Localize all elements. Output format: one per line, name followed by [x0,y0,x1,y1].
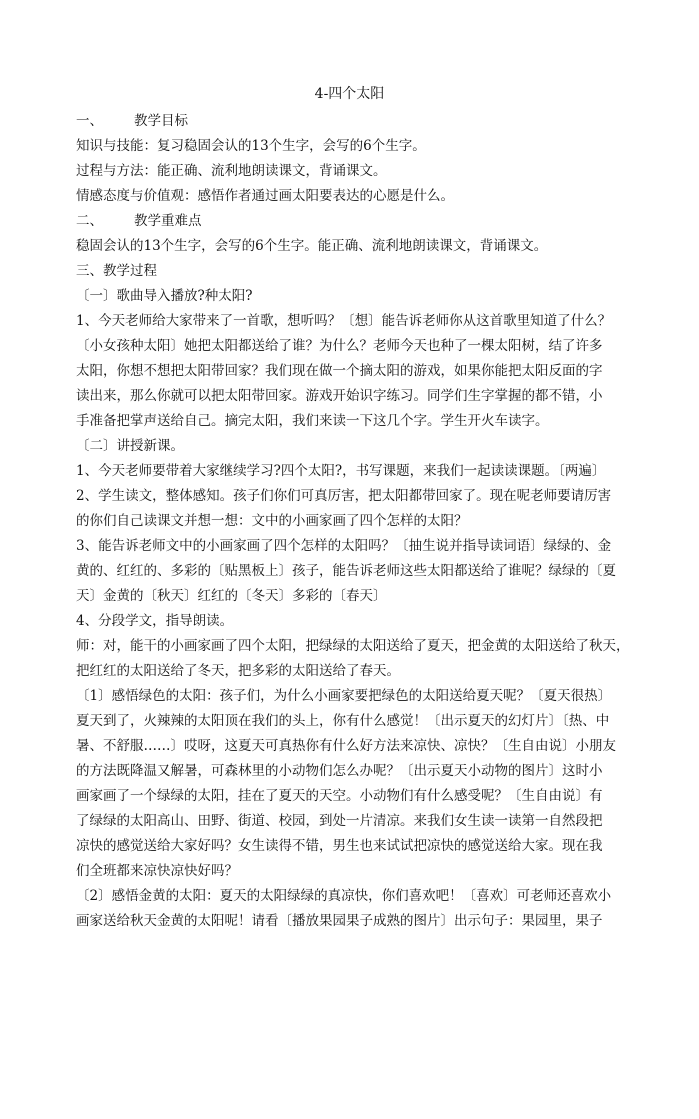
paragraph-line: 稳固会认的13个生字，会写的6个生字。能正确、流利地朗读课文，背诵课文。 [76,238,548,254]
paragraph-line: 画家画了一个绿绿的太阳，挂在了夏天的天空。小动物们有什么感受呢？〔生自由说〕有 [76,788,603,804]
paragraph-line: 暑、不舒服……〕哎呀，这夏天可真热你有什么好方法来凉快、凉快？〔生自由说〕小朋友 [76,738,616,754]
paragraph-line: 情感态度与价值观：感悟作者通过画太阳要表达的心愿是什么。 [76,188,454,204]
paragraph-line: 〔二〕讲授新课。 [76,438,184,454]
paragraph-line: 3、能告诉老师文中的小画家画了四个怎样的太阳吗？〔抽生说并指导读词语〕绿绿的、金 [76,538,612,554]
document-body [76,109,656,934]
section-number: 二、 [76,213,103,229]
section-number: 一、 [76,113,103,129]
section-heading [76,209,656,234]
paragraph-line: 凉快的感觉送给大家好吗？女生读得不错，男生也来试试把凉快的感觉送给大家。现在我 [76,838,603,854]
paragraph-line: 过程与方法：能正确、流利地朗读课文，背诵课文。 [76,163,387,179]
paragraph-line: 三、教学过程 [76,263,157,279]
paragraph-line: 的你们自己读课文并想一想：文中的小画家画了四个怎样的太阳？ [76,513,468,529]
paragraph-line: 1、今天老师要带着大家继续学习?四个太阳?，书写课题，来我们一起读读课题。〔两遍〕 [76,463,606,479]
paragraph-line: 〔一〕歌曲导入播放?种太阳? [76,288,253,304]
paragraph-line: 黄的、红红的、多彩的〔贴黑板上〕孩子，能告诉老师这些太阳都送给了谁呢？绿绿的〔夏 [76,563,616,579]
paragraph-line: 1、今天老师给大家带来了一首歌，想听吗？〔想〕能告诉老师你从这首歌里知道了什么？ [76,313,612,329]
paragraph-line: 画家送给秋天金黄的太阳呢！请看〔播放果园果子成熟的图片〕出示句子：果园里，果子 [76,913,603,929]
paragraph-line: 把红红的太阳送给了冬天，把多彩的太阳送给了春天。 [76,663,400,679]
paragraph-line: 读出来，那么你就可以把太阳带回家。游戏开始识字练习。同学们生字掌握的都不错，小 [76,388,603,404]
paragraph-line: 〔小女孩种太阳〕她把太阳都送给了谁？为什么？老师今天也种了一棵太阳树，结了许多 [76,338,603,354]
section-heading-text: 教学重难点 [134,213,202,229]
paragraph-line: 们全班都来凉快凉快好吗？ [76,863,238,879]
paragraph-line: 知识与技能：复习稳固会认的13个生字，会写的6个生字。 [76,138,426,154]
page-title: 4-四个太阳 [314,86,385,102]
paragraph-line: 2、学生读文，整体感知。孩子们你们可真厉害，把太阳都带回家了。现在呢老师要请厉害 [76,488,612,504]
paragraph-line: 的方法既降温又解暑，可森林里的小动物们怎么办呢？〔出示夏天小动物的图片〕这时小 [76,763,603,779]
paragraph-line: 了绿绿的太阳高山、田野、街道、校园，到处一片清凉。来我们女生读一读第一自然段把 [76,813,603,829]
paragraph-line: 夏天到了，火辣辣的太阳顶在我们的头上，你有什么感觉！〔出示夏天的幻灯片〕〔热、中 [76,713,610,729]
paragraph-line: 4、分段学文，指导朗读。 [76,613,234,629]
section-heading-text: 教学目标 [134,113,188,129]
paragraph-line: 〔2〕感悟金黄的太阳：夏天的太阳绿绿的真凉快，你们喜欢吧！〔喜欢〕可老师还喜欢小 [76,888,612,904]
paragraph-line: 太阳，你想不想把太阳带回家？我们现在做一个摘太阳的游戏，如果你能把太阳反面的字 [76,363,603,379]
paragraph-line: 天〕金黄的〔秋天〕红红的〔冬天〕多彩的〔春天〕 [76,588,387,604]
paragraph-line: 〔1〕感悟绿色的太阳：孩子们，为什么小画家要把绿色的太阳送给夏天呢？〔夏天很热〕 [76,688,612,704]
paragraph-line: 手准备把掌声送给自己。摘完太阳，我们来读一下这几个字。学生开火车读字。 [76,413,549,429]
section-heading [76,109,656,134]
paragraph-line: 师：对，能干的小画家画了四个太阳，把绿绿的太阳送给了夏天，把金黄的太阳送给了秋天， [76,638,630,654]
